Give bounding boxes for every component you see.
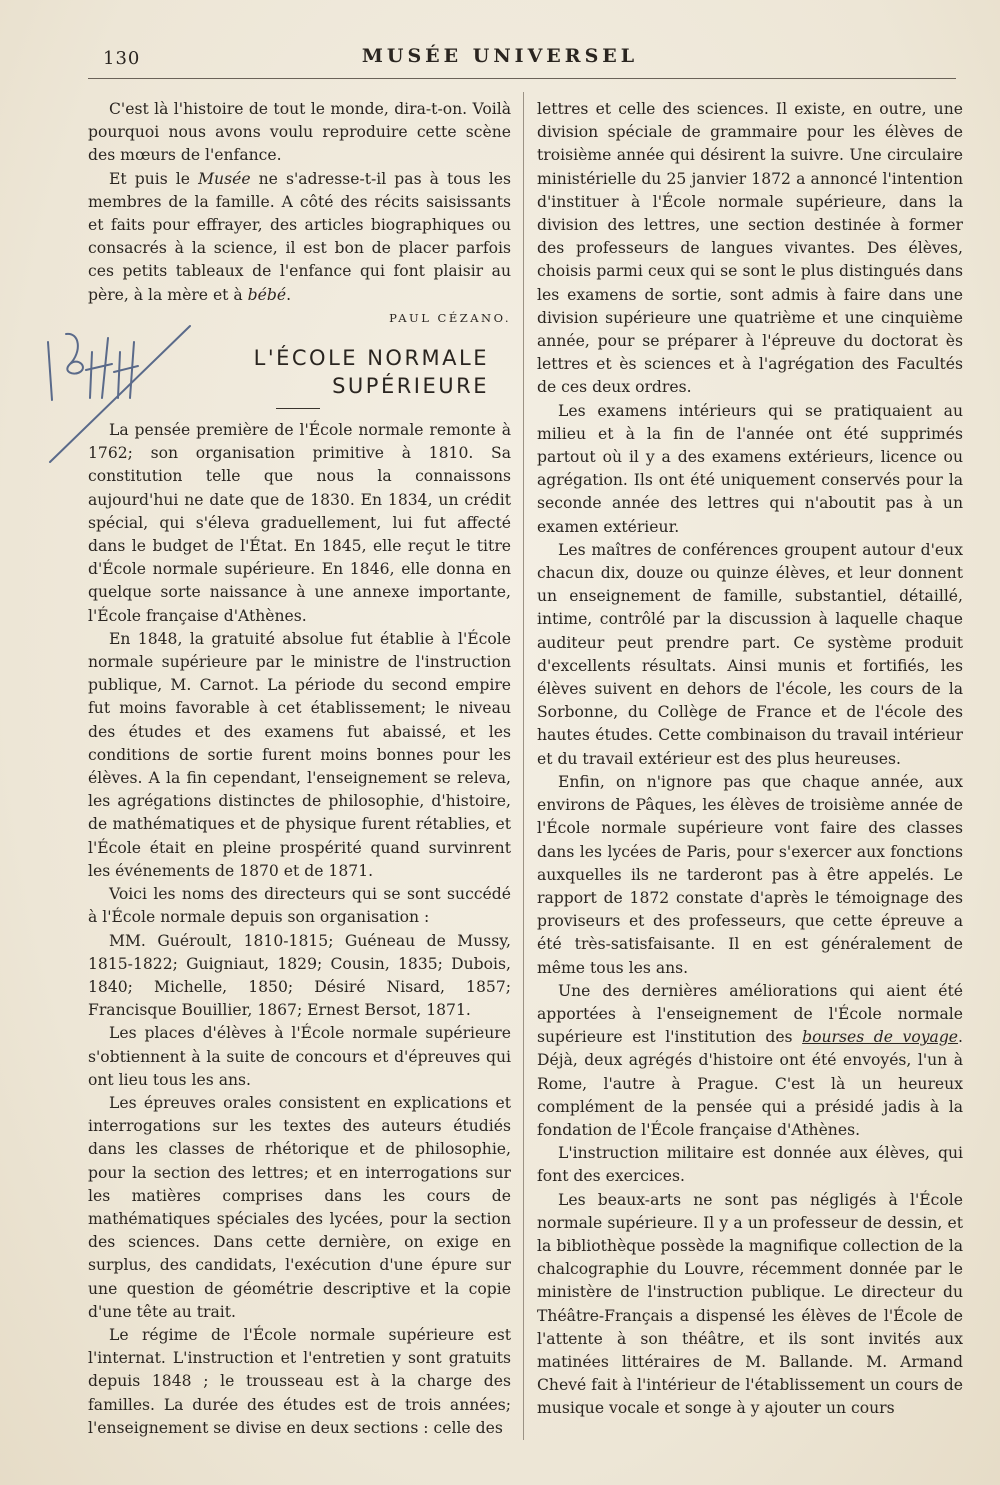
section-title: L'ÉCOLE NORMALE SUPÉRIEURE — [253, 346, 489, 399]
paragraph: L'instruction militaire est donnée aux élèves, qui font des exercices. — [537, 1144, 963, 1186]
text-run: ne s'adresse-t-il pas à tous les membres de la famille. A côté des récits saisissants et faits pour effrayer, des articles biographiques ou consacrés à la science, il est bon de placer parfois ces petits tableaux de l'enfance qui font plaisir au père, à la mère et à — [88, 169, 511, 304]
paragraph: Les maîtres de conférences groupent autour d'eux chacun dix, douze ou quinze élèves, et leur donnent un enseignement de famille, substantiel, détaillé, intime, contrôlé par la discussion à laquelle chaque auditeur peut prendre part. Ce système produit d'excellents résultats. Ainsi munis et fortifiés, les élèves suivent en dehors de l'école, les cours de la Sorbonne, du Collège de France et de l'école des hautes études. Cette combinaison du travail intérieur et du travail extérieur est des plus heureuses. — [537, 540, 963, 768]
header-rule — [88, 78, 956, 79]
text-run: Une des dernières améliorations qui aient été apportées à l'enseignement de l'École normale supérieure est l'institution des — [537, 981, 963, 1047]
text-run: . Déjà, deux agrégés d'histoire ont été envoyés, l'un à Rome, l'autre à Prague. C'est là un heureux complément de la pensée qui a présidé jadis à la fondation de l'École française d'Athènes. — [537, 1028, 963, 1139]
paragraph: En 1848, la gratuité absolue fut établie à l'École normale supérieure par le ministre de l'instruction publique, M. Carnot. La période du second empire fut moins favorable à cet établissement; le niveau des études et des examens fut abaissé, et les conditions de sortie furent moins bonnes pour les élèves. A la fin cependant, l'enseignement se releva, les agrégations distinctes de philosophie, d'histoire, de mathématiques et de physique furent rétablies, et l'École était en pleine prospérité quand survinrent les événements de 1870 et de 1871. — [88, 629, 511, 880]
text-run: . — [286, 285, 292, 304]
paragraph: Les places d'élèves à l'École normale supérieure s'obtiennent à la suite de concours et d'épreuves qui ont lieu tous les ans. — [88, 1024, 511, 1089]
column-divider — [523, 92, 524, 1440]
left-column — [88, 98, 511, 1440]
paragraph: Enfin, on n'ignore pas que chaque année, aux environs de Pâques, les élèves de troisième année de l'École normale supérieure vont faire des classes dans les lycées de Paris, pour s'exercer aux fonctions auxquelles ils ne tarderont pas à être appelés. Le rapport de 1872 constate d'après le témoignage des proviseurs et des professeurs, que cette épreuve a été très-satisfaisante. Il en est généralement de même tous les ans. — [537, 772, 963, 977]
paragraph: Les examens intérieurs qui se pratiquaient au milieu et à la fin de l'année ont été supprimés partout où il y a des examens extérieurs, licence ou agrégation. Ils ont été uniquement conservés pour la seconde année des lettres qui n'aboutit pas à un examen extérieur. — [537, 401, 963, 536]
paragraph: La pensée première de l'École normale remonte à 1762; son organisation primitive à 1810. Sa constitution telle que nous la connaissons aujourd'hui ne date que de 1830. En 1834, un crédit spécial, qui s'éleva graduellement, lui fut affecté dans le budget de l'État. En 1845, elle reçut le titre d'École normale supérieure. En 1846, elle donna en quelque sorte naissance à une annexe importante, l'École française d'Athènes. — [88, 421, 511, 625]
page-header — [0, 40, 1000, 80]
paragraph: Les beaux-arts ne sont pas négligés à l'École normale supérieure. Il y a un professeur de dessin, et la bibliothèque possède la magnifique collection de la chalcographie du Louvre, récemment donnée par le ministère de l'instruction publique. Le directeur du Théâtre-Français a dispensé les élèves de l'École de l'attente à son théâtre, et ils sont invités aux matinées littéraires de M. Ballande. M. Armand Chevé fait à l'intérieur de l'établissement un cours de musique vocale et songe à y ajouter un cours — [537, 1190, 963, 1418]
running-title: MUSÉE UNIVERSEL — [361, 45, 639, 67]
italic-text: bourses de voyage — [802, 1028, 959, 1047]
paragraph: Les épreuves orales consistent en explications et interrogations sur les textes des auteurs étudiés dans les classes de rhétorique et de philosophie, pour la section des lettres; et en interrogations sur les matières comprises dans les cours de mathématiques spéciales des lycées, pour la section des sciences. Dans cette dernière, on exige en surplus, des candidats, l'exécution d'une épure sur une question de géométrie descriptive et la copie d'une tête au trait. — [88, 1093, 511, 1321]
paragraph: lettres et celle des sciences. Il existe, en outre, une division spéciale de grammaire pour les élèves de troisième année qui désirent la suivre. Une circulaire ministérielle du 25 janvier 1872 a annoncé l'intention d'instituer à l'École normale supérieure, dans la division des lettres, une section destinée à former des professeurs de langues vivantes. Des élèves, choisis parmi ceux qui se sont le plus distingués dans les examens de sortie, sont admis à faire dans une division supérieure une quatrième et une cinquième année, pour se préparer à l'épreuve du doctorat ès lettres et ès sciences et à l'agrégation des Facultés de ces deux ordres. — [537, 100, 963, 397]
page-number: 130 — [103, 48, 141, 69]
paragraph: Le régime de l'École normale supérieure est l'internat. L'instruction et l'entretien y sont gratuits depuis 1848 ; le trousseau est à la charge des familles. La durée des études est de trois années; l'enseignement se divise en deux sections : celle des — [88, 1325, 511, 1437]
text-run: Et puis le — [109, 169, 199, 188]
title-rule — [276, 408, 320, 409]
paragraph: Voici les noms des directeurs qui se sont succédé à l'École normale depuis son organisation : — [88, 885, 511, 927]
paragraph — [537, 980, 963, 1142]
right-column — [537, 98, 963, 1421]
italic-text: bébé — [247, 285, 287, 304]
paragraph — [88, 168, 511, 307]
paragraph: MM. Guéroult, 1810-1815; Guéneau de Mussy, 1815-1822; Guigniaut, 1829; Cousin, 1835; Dubois, 1840; Michelle, 1850; Désiré Nisard, 1857; Francisque Bouillier, 1867; Ernest Bersot, 1871. — [88, 931, 511, 1020]
paragraph: C'est là l'histoire de tout le monde, dira-t-on. Voilà pourquoi nous avons voulu reproduire cette scène des mœurs de l'enfance. — [88, 100, 511, 165]
italic-text: Musée — [198, 169, 251, 188]
author-signature: PAUL CÉZANO. — [389, 310, 511, 325]
